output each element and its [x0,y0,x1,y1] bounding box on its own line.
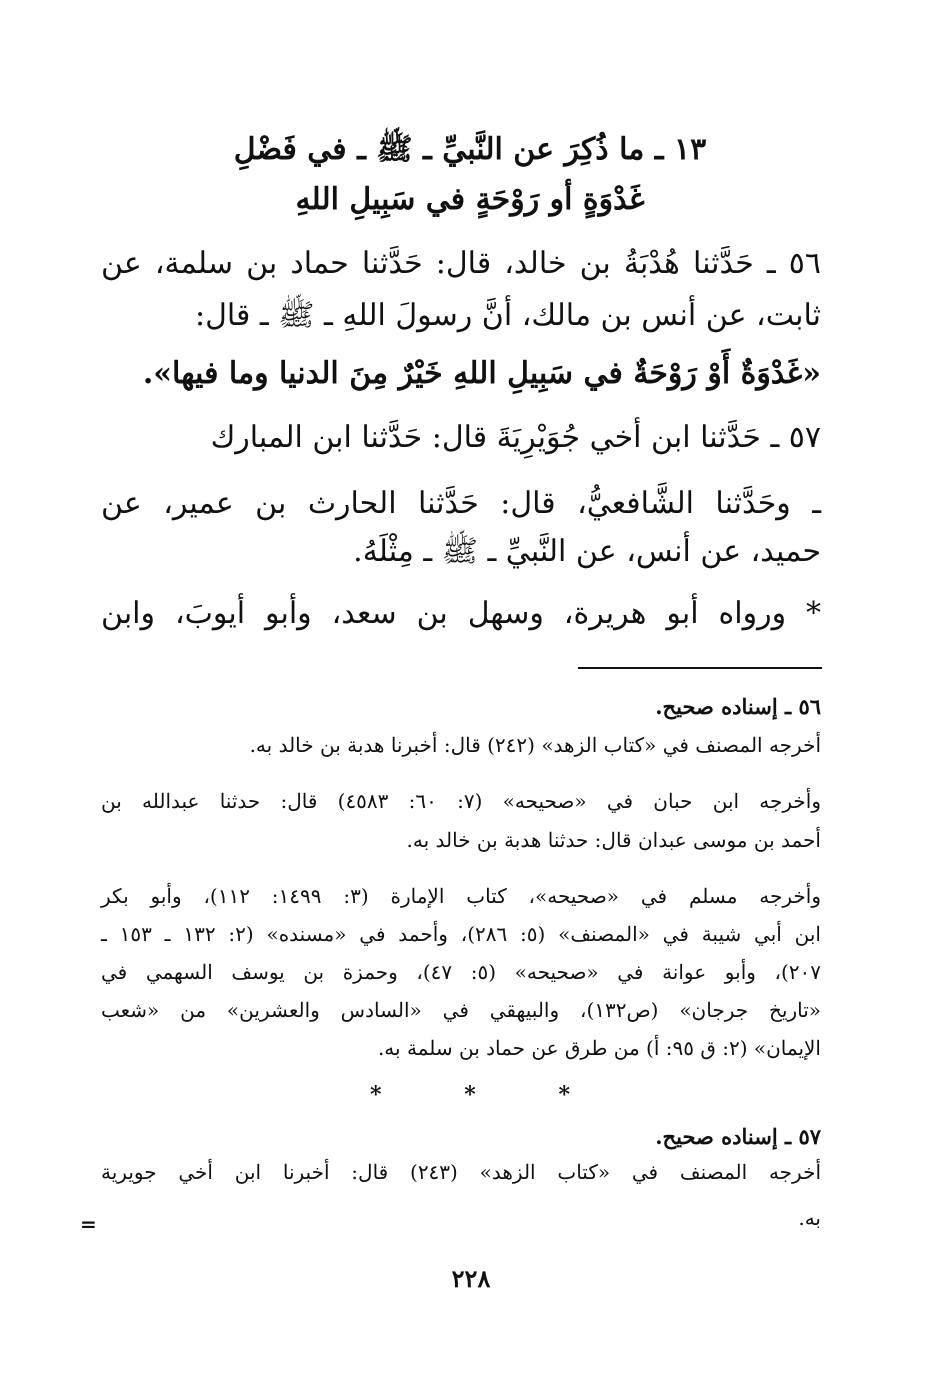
separator-star: * [370,1082,382,1108]
footnote-56-line-3: أحمد بن موسى عبدان قال: حدثنا هدبة بن خالد به. [406,828,821,852]
separator-star: * [558,1082,570,1108]
chapter-title-line-1: ١٣ ـ ما ذُكِرَ عن النَّبيِّ ـ ﷺ ـ في فَضْلِ [233,132,707,167]
continuation-mark: = [80,1212,97,1236]
footnote-56-line-4: وأخرجه مسلم في «صحيحه»، كتاب الإمارة (٣: ١٤٩٩: ١١٢)، وأبو بكر [101,884,821,908]
separator-star: * [464,1082,476,1108]
chapter-title-line-2: غَدْوَةٍ أو رَوْحَةٍ في سَبِيلِ اللهِ [295,182,645,217]
hadith-56-matn: «غَدْوَةٌ أَوْ رَوْحَةٌ في سَبِيلِ اللهِ خَيْرٌ مِنَ الدنيا وما فيها». [142,356,821,391]
hadith-56-line-1: ٥٦ ـ حَدَّثنا هُدْبَةُ بن خالد، قال: حَدَّثنا حماد بن سلمة، عن [101,246,821,281]
hadith-57-other-narrators: * ورواه أبو هريرة، وسهل بن سعد، وأبو أيوبَ، وابن [101,596,821,631]
footnote-56-line-1: أخرجه المصنف في «كتاب الزهد» (٢٤٢) قال: أخبرنا هدبة بن خالد به. [249,733,821,757]
footnote-57-line-2: به. [798,1206,821,1230]
hadith-57-line-2: ـ وحَدَّثنا الشَّافعيُّ، قال: حَدَّثنا الحارث بن عمير، عن [101,486,821,521]
footnote-56-line-7: «تاريخ جرجان» (ص١٣٢)، والبيهقي في «السادس والعشرين» من «شعب [101,998,821,1022]
hadith-56-line-2: ثابت، عن أنس بن مالك، أنَّ رسولَ اللهِ ـ ﷺ ـ قال: [194,298,821,333]
footnote-separator-rule [578,667,822,669]
footnote-56-line-5: ابن أبي شيبة في «المصنف» (٥: ٢٨٦)، وأحمد في «مسنده» (٢: ١٣٢ ـ ١٥٣ ـ [101,922,821,946]
footnote-57-line-1: أخرجه المصنف في «كتاب الزهد» (٢٤٣) قال: أخبرنا ابن أخي جويرية [101,1160,822,1184]
footnote-56-line-6: ٢٠٧)، وأبو عوانة في «صحيحه» (٥: ٤٧)، وحمزة بن يوسف السهمي في [101,960,821,984]
footnote-57-heading: ٥٧ ـ إسناده صحيح. [655,1124,821,1149]
section-separator-stars [370,1082,570,1108]
hadith-57-line-1: ٥٧ ـ حَدَّثنا ابن أخي جُوَيْرِيَةَ قال: حَدَّثنا ابن المبارك [210,420,821,455]
hadith-57-line-3: حميد، عن أنس، عن النَّبيِّ ـ ﷺ ـ مِثْلَهُ. [353,534,821,569]
footnote-56-line-2: وأخرجه ابن حبان في «صحيحه» (٧: ٦٠: ٤٥٨٣) قال: حدثنا عبدالله بن [101,789,821,813]
footnote-56-line-8: الإيمان» (٢: ق ٩٥: أ) من طرق عن حماد بن سلمة به. [377,1036,821,1060]
footnote-56-heading: ٥٦ ـ إسناده صحيح. [655,694,821,719]
page-number: ٢٢٨ [451,1264,491,1293]
